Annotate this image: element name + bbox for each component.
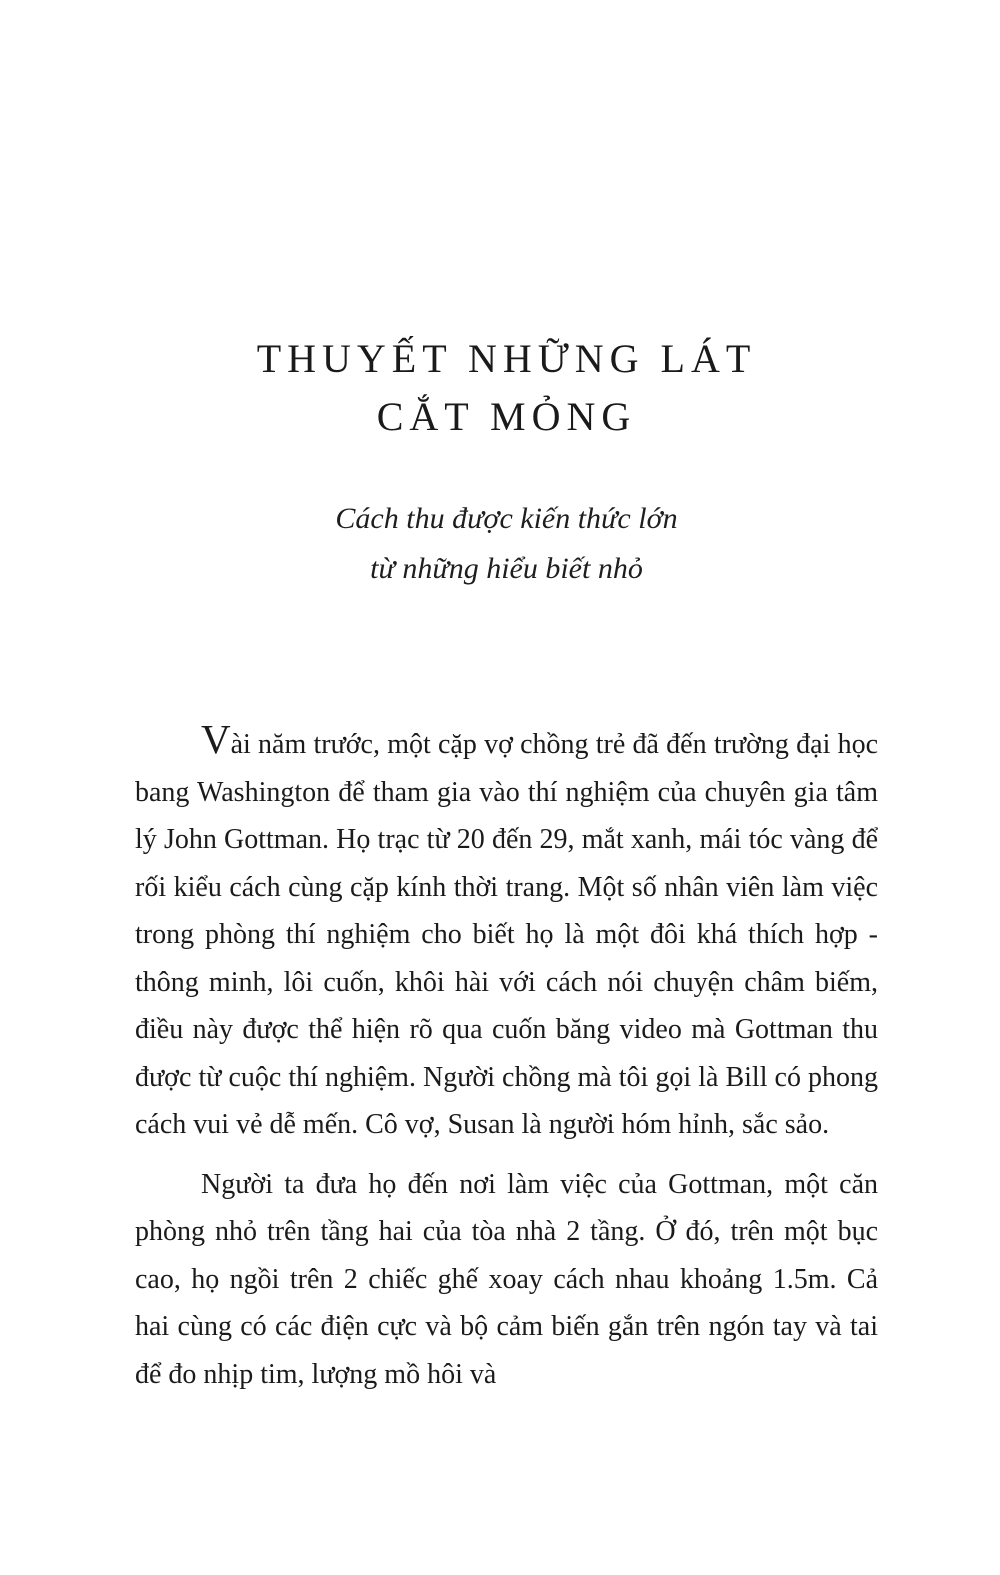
chapter-title-line2: CẮT MỎNG: [376, 394, 637, 439]
paragraph-1-text: ài năm trước, một cặp vợ chồng trẻ đã đến trường đại học bang Washington để tham gia vào thí nghiệm của chuyên gia tâm lý John Gottman. Họ trạc từ 20 đến 29, mắt xanh, mái tóc vàng để rối kiểu cách cùng cặp kính thời trang. Một số nhân viên làm việc trong phòng thí nghiệm cho biết họ là một đôi khá thích hợp - thông minh, lôi cuốn, khôi hài với cách nói chuyện châm biếm, điều này được thể hiện rõ qua cuốn băng video mà Gottman thu được từ cuộc thí nghiệm. Người chồng mà tôi gọi là Bill có phong cách vui vẻ dễ mến. Cô vợ, Susan là người hóm hỉnh, sắc sảo.: [135, 729, 878, 1140]
drop-initial: V: [201, 716, 231, 762]
chapter-title-line1: THUYẾT NHỮNG LÁT: [256, 336, 757, 381]
paragraph-1: [135, 716, 878, 1149]
paragraph-2: Người ta đưa họ đến nơi làm việc của Gottman, một căn phòng nhỏ trên tầng hai của tòa nhà 2 tầng. Ở đó, trên một bục cao, họ ngồi trên 2 chiếc ghế xoay cách nhau khoảng 1.5m. Cả hai cùng có các điện cực và bộ cảm biến gắn trên ngón tay và tai để đo nhịp tim, lượng mồ hôi và: [135, 1168, 878, 1390]
chapter-subtitle-line1: Cách thu được kiến thức lớn: [335, 502, 678, 535]
chapter-subtitle-line2: từ những hiểu biết nhỏ: [370, 551, 643, 585]
chapter-subtitle: [135, 494, 878, 593]
chapter-title: [135, 330, 878, 446]
chapter-body: [135, 716, 878, 1398]
